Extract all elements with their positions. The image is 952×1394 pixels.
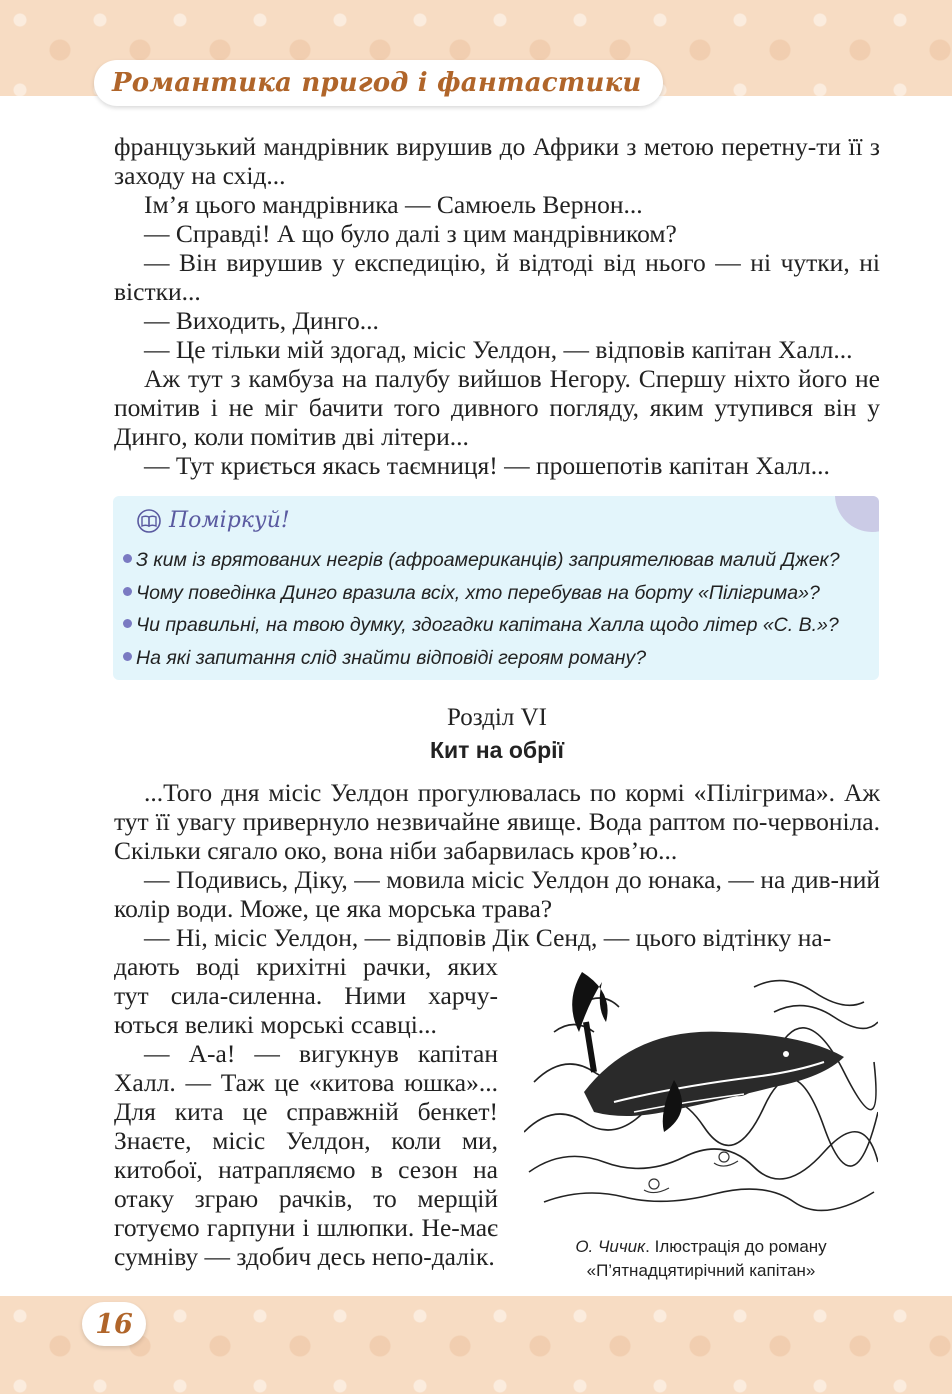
book-icon [135,509,163,533]
question-text: Чи правильні, на твою думку, здогадки капітана Халла щодо літер «С. В.»? [136,614,839,636]
bullet-icon [123,587,132,596]
question-text: На які запитання слід знайти відповіді героям роману? [136,646,647,669]
list-item [113,642,879,675]
think-box-title: Поміркуй! [169,508,290,533]
think-box-corner-decoration [835,496,879,532]
paragraph: — Справді! А що було далі з цим мандрівником? [144,219,677,248]
caption-line-2: «П’ятнадцятирічний капітан» [586,1261,816,1280]
paragraph: — Він вирушив у експедицію, й відтоді від нього — ні чутки, ні вістки... [114,248,880,306]
caption-author: О. Чичик [575,1237,646,1256]
paragraph: — Подивись, Діку, — мовила місіс Уелдон до юнака, — на див-ний колір води. Може, це яка морська трава? [114,865,880,923]
illustration-caption [524,1235,878,1283]
paragraph: — Ні, місіс Уелдон, — відповів Дік Сенд, — цього відтінку на- [144,923,832,952]
bottom-ornament-band [0,1296,952,1394]
section-header [94,60,663,106]
question-text: Чому поведінка Динго вразила всіх, хто перебував на борту «Пілігрима»? [136,581,820,604]
list-item [113,609,879,642]
body-text-chapter [114,778,880,952]
chapter-title: Кит на обрії [429,737,565,763]
paragraph: ...Того дня місіс Уелдон прогулювалась по кормі «Пілігрима». Аж тут її увагу привернуло незвичайне явище. Вода раптом по-червоніла. Скільки сягало око, вона ніби забарвилась кров’ю... [114,778,880,865]
paragraph: — Це тільки мій здогад, місіс Уелдон, — відповів капітан Халл... [144,335,853,364]
caption-text: . Ілюстрація до роману [645,1237,827,1256]
paragraph: Аж тут з камбуза на палубу вийшов Негору. Спершу ніхто його не помітив і не міг бачити того дивного погляду, яким утупився він у Динго, коли помітив дві літери... [114,364,880,451]
bullet-icon [123,652,132,661]
bullet-icon [123,554,132,563]
whale-illustration [524,962,878,1220]
list-item [113,577,879,610]
question-text: З ким із врятованих негрів (афроамериканців) заприятелював малий Джек? [136,549,840,571]
page-number-badge [82,1302,146,1346]
think-box-header [135,508,290,533]
paragraph: французький мандрівник вирушив до Африки з метою перетну-ти її з заходу на схід... [114,132,880,190]
paragraph: — А-а! — вигукнув капітан Халл. — Таж це «китова юшка»... Для кита це справжній бенкет! Знаєте, місіс Уелдон, коли ми, китобої, натрапляємо в сезон на отаку зграю рачків, то мерщій готуємо гарпуни і шлюпки. Не-має сумніву — здобич десь непо-далік. [114,1039,498,1271]
page-number: 16 [95,1308,133,1340]
list-item [113,544,879,577]
bullet-icon [123,619,132,628]
paragraph: Ім’я цього мандрівника — Самюель Вернон... [144,190,643,219]
paragraph: — Виходить, Динго... [144,306,379,335]
paragraph: дають воді крихітні рачки, яких тут сила-силенна. Ними харчу-ються великі морські ссавці... [114,952,498,1039]
chapter-number: Розділ VI [447,704,547,731]
question-list [113,544,879,674]
section-title: Романтика пригод і фантастики [112,68,642,98]
body-text-wrapped [114,952,498,1271]
caption-line-1 [524,1235,878,1259]
paragraph: — Тут криється якась таємниця! — прошепотів капітан Халл... [144,451,830,480]
think-box [113,496,879,680]
body-text-top [114,132,880,480]
